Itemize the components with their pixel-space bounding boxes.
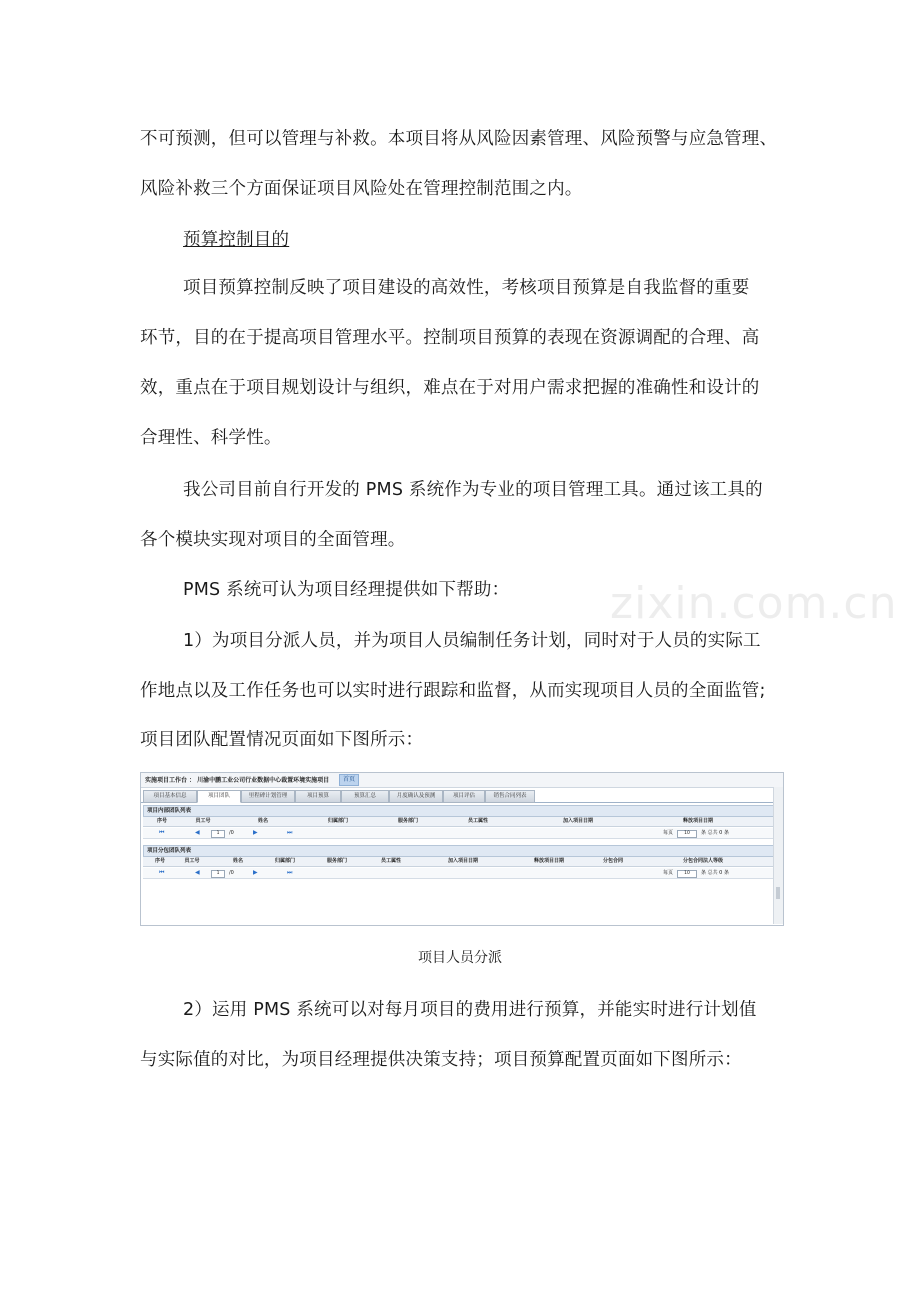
column-header: 释放项目日期 (682, 818, 713, 824)
column-header: 加入项目日期 (447, 858, 478, 864)
column-header: 加入项目日期 (562, 818, 593, 824)
paragraph-line: 各个模块实现对项目的全面管理。 (140, 530, 406, 550)
paragraph-line: 1）为项目分派人员，并为项目人员编制任务计划，同时对于人员的实际工 (183, 631, 761, 651)
record-summary: 条 总共 0 条 (701, 870, 729, 876)
subcontract-team-header (143, 857, 777, 867)
subcontract-team-section (143, 845, 779, 857)
column-header: 服务部门 (397, 818, 418, 824)
prev-page-icon[interactable]: ◀ (195, 829, 200, 836)
column-header: 姓名 (257, 818, 268, 824)
tab-budget-summary[interactable]: 预算汇总 (341, 790, 389, 803)
section-heading: 预算控制目的 (183, 230, 290, 250)
next-page-icon[interactable]: ▶ (253, 829, 258, 836)
pms-screenshot (140, 772, 784, 926)
column-header: 员工号 (195, 818, 211, 824)
module-tabs (141, 789, 783, 803)
tab-monthly-confirm[interactable]: 月度确认及预测 (389, 790, 443, 803)
column-header: 分包合同 (602, 858, 623, 864)
tab-evaluation[interactable]: 项目评估 (443, 790, 485, 803)
page-total: /0 (229, 830, 234, 836)
column-header: 分包合同法人等级 (682, 858, 723, 864)
page-number-input[interactable]: 1 (211, 870, 225, 878)
paragraph-line: 项目预算控制反映了项目建设的高效性，考核项目预算是自我监督的重要 (183, 278, 750, 298)
internal-team-header (143, 817, 777, 827)
paragraph-line: 与实际值的对比，为项目经理提供决策支持；项目预算配置页面如下图所示： (140, 1050, 742, 1070)
subcontract-team-pager (143, 868, 777, 879)
column-header: 员工属性 (380, 858, 401, 864)
record-summary: 条 总共 0 条 (701, 830, 729, 836)
per-page-select[interactable]: 10 (677, 830, 697, 838)
paragraph-line: 不可预测，但可以管理与补救。本项目将从风险因素管理、风险预警与应急管理、 (140, 129, 778, 149)
workbench-title: 实施项目工作台 ： 川渝中鹏工业公司行业数据中心裁置环境实施项目 (145, 777, 330, 784)
page-number-input[interactable]: 1 (211, 830, 225, 838)
paragraph-line: 效，重点在于项目规划设计与组织，难点在于对用户需求把握的准确性和设计的 (140, 378, 760, 398)
internal-team-title: 项目内部团队列表 (147, 808, 192, 814)
tab-milestone[interactable]: 里程碑计划管理 (241, 790, 295, 803)
column-header: 员工号 (184, 858, 200, 864)
internal-team-section (143, 805, 779, 817)
column-header: 序号 (154, 858, 165, 864)
tab-basic-info[interactable]: 项目基本信息 (143, 790, 197, 803)
column-header: 姓名 (232, 858, 243, 864)
paragraph-line: 项目团队配置情况页面如下图所示： (140, 730, 424, 750)
prev-page-icon[interactable]: ◀ (195, 869, 200, 876)
column-header: 序号 (156, 818, 167, 824)
tab-budget[interactable]: 项目预算 (295, 790, 341, 803)
column-header: 释放项目日期 (533, 858, 564, 864)
column-header: 归属部门 (327, 818, 348, 824)
column-header: 员工属性 (467, 818, 488, 824)
subcontract-team-title: 项目分包团队列表 (147, 848, 192, 854)
internal-team-pager (143, 828, 777, 839)
workbench-title-bar (141, 773, 783, 788)
last-page-icon[interactable]: ⏭ (287, 829, 293, 836)
paragraph-line: PMS 系统可认为项目经理提供如下帮助： (183, 580, 510, 600)
paragraph-line: 环节，目的在于提高项目管理水平。控制项目预算的表现在资源调配的合理、高 (140, 328, 760, 348)
page-total: /0 (229, 870, 234, 876)
first-page-icon[interactable]: ⏮ (159, 829, 165, 836)
column-header: 归属部门 (274, 858, 295, 864)
per-page-label: 每页 (663, 830, 674, 836)
paragraph-line: 我公司目前自行开发的 PMS 系统作为专业的项目管理工具。通过该工具的 (183, 480, 763, 500)
last-page-icon[interactable]: ⏭ (287, 869, 293, 876)
tab-sales-contracts[interactable]: 销售合同列表 (485, 790, 535, 803)
home-tab[interactable]: 首页 (339, 774, 359, 786)
per-page-select[interactable]: 10 (677, 870, 697, 878)
paragraph-line: 合理性、科学性。 (140, 428, 282, 448)
paragraph-line: 风险补救三个方面保证项目风险处在管理控制范围之内。 (140, 179, 583, 199)
watermark: zixin.com.cn (610, 578, 898, 629)
tab-project-team[interactable]: 项目团队 (197, 790, 241, 803)
per-page-label: 每页 (663, 870, 674, 876)
scrollbar-thumb[interactable] (776, 887, 780, 899)
next-page-icon[interactable]: ▶ (253, 869, 258, 876)
column-header: 服务部门 (326, 858, 347, 864)
paragraph-line: 2）运用 PMS 系统可以对每月项目的费用进行预算，并能实时进行计划值 (183, 1000, 757, 1020)
first-page-icon[interactable]: ⏮ (159, 869, 165, 876)
vertical-scrollbar[interactable] (773, 787, 783, 924)
paragraph-line: 作地点以及工作任务也可以实时进行跟踪和监督，从而实现项目人员的全面监管; (140, 681, 766, 701)
figure-caption: 项目人员分派 (418, 950, 502, 966)
